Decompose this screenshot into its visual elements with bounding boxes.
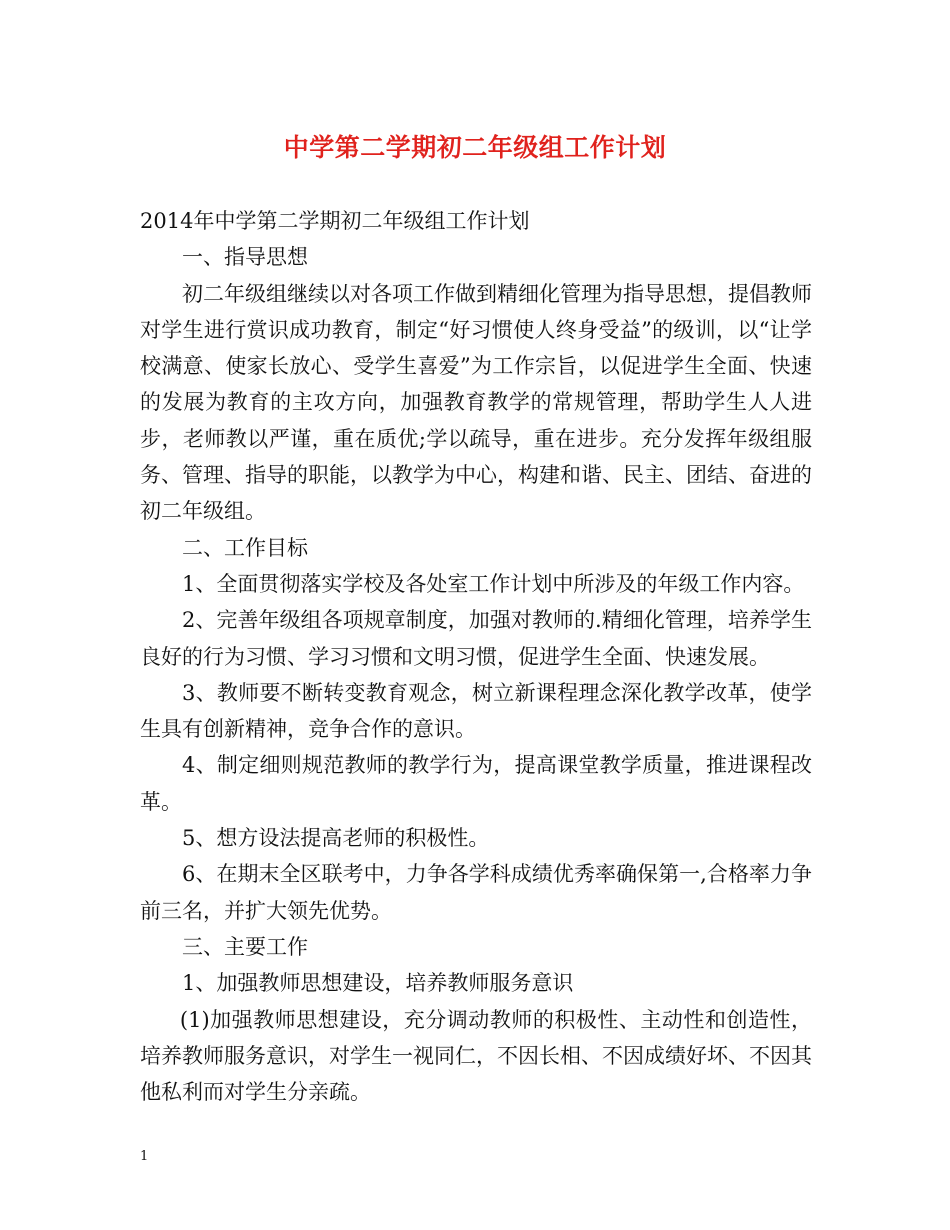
paragraph-subtitle: 2014年中学第二学期初二年级组工作计划 [140, 209, 530, 233]
section-heading: 一、指导思想 [182, 245, 308, 270]
paragraph: 6、在期末全区联考中，力争各学科成绩优秀率确保第一,合格率力争前三名，并扩大领先优势。 [140, 862, 812, 923]
paragraph: 3、教师要不断转变教育观念，树立新课程理念深化教学改革，使学生具有创新精神，竞争合作的意识。 [140, 680, 812, 742]
paragraph: 4、制定细则规范教师的教学行为，提高课堂教学质量，推进课程改革。 [140, 753, 812, 814]
paragraph: 2、完善年级组各项规章制度，加强对教师的.精细化管理，培养学生良好的行为习惯、学习习惯和文明习惯，促进学生全面、快速发展。 [140, 608, 812, 669]
paragraph: 1、加强教师思想建设，培养教师服务意识 [182, 971, 574, 996]
document-body [140, 203, 812, 1110]
document-title: 中学第二学期初二年级组工作计划 [283, 133, 667, 162]
section-heading: 二、工作目标 [182, 535, 308, 560]
paragraph: 5、想方设法提高老师的积极性。 [182, 826, 490, 851]
section-heading: 三、主要工作 [182, 934, 308, 959]
paragraph: 1、全面贯彻落实学校及各处室工作计划中所涉及的年级工作内容。 [182, 571, 805, 596]
page-number: 1 [140, 1149, 149, 1164]
paragraph: (1)加强教师思想建设，充分调动教师的积极性、主动性和创造性，培养教师服务意识，对学生一视同仁，不因长相、不因成绩好坏、不因其他私利而对学生分亲疏。 [140, 1007, 812, 1105]
paragraph: 初二年级组继续以对各项工作做到精细化管理为指导思想，提倡教师对学生进行赏识成功教育，制定“好习惯使人终身受益”的级训，以“让学校满意、使家长放心、受学生喜爱”为工作宗旨，以促进学生全面、快速的发展为教育的主攻方向，加强教育教学的常规管理，帮助学生人人进步，老师教以严谨，重在质优;学以疏导，重在进步。充分发挥年级组服务、管理、指导的职能，以教学为中心，构建和谐、民主、团结、奋进的初二年级组。 [140, 281, 812, 524]
